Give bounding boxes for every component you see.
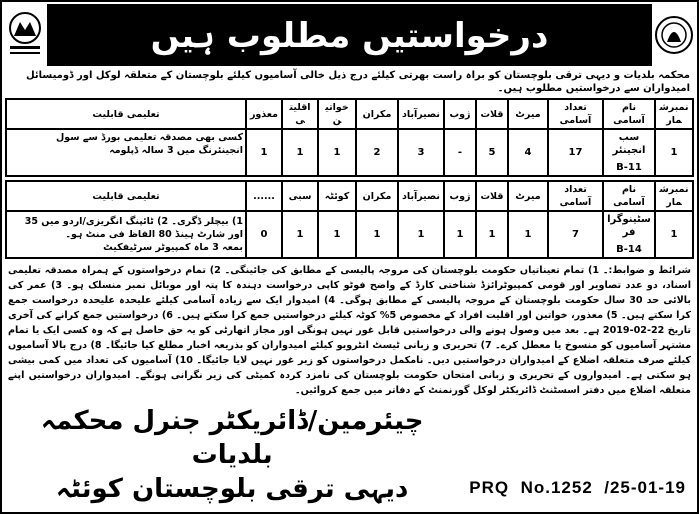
merit-cell: 1: [508, 211, 548, 258]
col-zhob: ژوب: [444, 99, 476, 129]
disabled-cell: 1: [246, 129, 282, 176]
col-total: تعداد آسامی: [548, 99, 603, 129]
col-merit: میرٹ: [508, 181, 548, 211]
makran-cell: 1: [356, 211, 398, 258]
col-total: تعداد آسامی: [548, 181, 603, 211]
issuer-department: دیہی ترقی بلوچستان کوئٹہ: [55, 474, 409, 504]
department-logo-icon: [5, 4, 45, 66]
col-makran: مکران: [356, 181, 398, 211]
vacancy-table-stenographer: [5, 180, 694, 259]
col-serial: نمبرشمار: [655, 99, 693, 129]
qualification-line-2: بمعہ 3 ماہ کمپیوٹر سرٹیفکیٹ: [103, 242, 243, 253]
col-quetta: کوئٹہ: [318, 181, 356, 211]
total-cell: 7: [548, 211, 603, 258]
col-serial: نمبرشمار: [655, 181, 693, 211]
nasirabad-cell: 3: [398, 129, 444, 176]
post-name: سٹینوگرافر: [607, 214, 651, 238]
table-row: [6, 211, 693, 258]
vacancy-table-sub-engineer: [5, 98, 694, 177]
col-nasirabad: نصیرآباد: [398, 181, 444, 211]
qualification-cell: [6, 211, 246, 258]
women-cell: 1: [318, 129, 356, 176]
prq-number: PRQ No.1252 /25-01-19: [469, 478, 686, 497]
post-scale: B-11: [616, 162, 642, 173]
zhob-cell: -: [444, 129, 476, 176]
quetta-cell: 1: [318, 211, 356, 258]
col-nasirabad: نصیرآباد: [398, 99, 444, 129]
serial-cell: 1: [655, 211, 693, 258]
post-scale: B-14: [616, 244, 642, 255]
makran-cell: 2: [356, 129, 398, 176]
other-cell: 0: [246, 211, 282, 258]
col-women: خواتین: [318, 99, 356, 129]
merit-cell: 4: [508, 129, 548, 176]
issuer-block: [5, 404, 459, 506]
qualification-cell: کسی بھی مصدقہ تعلیمی بورڈ سے سول انجینئرنگ میں 3 سالہ ڈپلومہ: [6, 129, 246, 176]
sibi-cell: 1: [282, 211, 318, 258]
total-cell: 17: [548, 129, 603, 176]
col-disabled: معذور: [246, 99, 282, 129]
col-post: نام آسامی: [603, 99, 655, 129]
issuer-title: چیئرمین/ڈائریکٹر جنرل محکمہ بلدیات: [40, 406, 424, 470]
post-name: سب انجینئر: [612, 132, 646, 156]
col-post: نام آسامی: [603, 181, 655, 211]
intro-text: محکمہ بلدیات و دیہی ترقی بلوچستان کو براہ راست بھرتی کیلئے درج ذیل خالی آسامیوں کیلئے بلوچستان کے متعلقہ لوکل اور ڈومیسائل امیدواران سے درخواستیں مطلوب ہیں۔: [25, 70, 690, 94]
col-merit: میرٹ: [508, 99, 548, 129]
government-seal-icon: [654, 4, 694, 66]
serial-cell: 1: [655, 129, 693, 176]
post-cell: [603, 129, 655, 176]
col-other: ......: [246, 181, 282, 211]
post-cell: [603, 211, 655, 258]
header: [5, 4, 694, 66]
nasirabad-cell: 1: [398, 211, 444, 258]
col-zhob: ژوب: [444, 181, 476, 211]
table-row: [6, 129, 693, 176]
kalat-cell: 5: [476, 129, 508, 176]
footer: [5, 404, 694, 506]
terms-and-conditions: شرائط و ضوابط:۔ 1) تمام تعیناتیاں حکومت بلوچستان کی مروجہ پالیسی کے مطابق کی جائینگی۔ 2) تمام درخواستوں کے ہمراہ مصدقہ تعلیمی اسناد، دو عدد تصاویر اور قومی کمپیوٹرائزڈ شناختی کارڈ کے واضح فوٹو کاپی درخواست دہندہ کا پتہ اور موبائل نمبر منسلک ہو۔ 3) عمر کی بالائی حد 30 سال حکومت بلوچستان کے مروجہ پالیسی کے مطابق ہوگی۔ 4) امیدوار ایک سے زیادہ آسامی کیلئے علیحدہ علیحدہ درخواست جمع کرا سکتے ہیں۔ 5) معذور، خواتین اور اقلیت افراد کے مخصوص 5% کوٹہ کیلئے درخواستیں جمع کرا سکتے ہیں۔ 6) درخواستیں جمع کرانے کی آخری تاریخ 22-02-2019 ہے۔ بعد میں وصول ہونے والی درخواستیں قابل غور نہیں ہونگی اور مجاز اتھارٹی کو یہ حق حاصل ہے کہ وہ کسی ایک یا تمام مشتہر آسامیوں کو منسوخ یا معطل کرے۔ 7) تحریری و زبانی ٹیسٹ انٹرویو کیلئے امیدواران کو بذریعہ اخبار مطلع کیا جائیگا۔ 8) درج بالا آسامیوں کیلئے صرف متعلقہ اضلاع کے امیدواران درخواستیں دیں۔ نامکمل درخواستوں کو زیر غور نہیں لایا جائیگا۔ 10) آسامیوں کی تعداد میں کمی بیشی ہو سکتی ہے۔ امیدواروں کے تحریری و زبانی امتحان حکومت بلوچستان کی نامزد کردہ کمیٹی کی زیر نگرانی ہونگے۔ امیدواران درخواستیں اپنے متعلقہ اضلاع میں دفتر اسسٹنٹ ڈائریکٹر لوکل گورنمنٹ کے دفاتر میں جمع کروائیں۔: [8, 265, 692, 396]
zhob-cell: 1: [444, 211, 476, 258]
col-kalat: قلات: [476, 99, 508, 129]
col-makran: مکران: [356, 99, 398, 129]
minority-cell: 1: [282, 129, 318, 176]
col-qualification: تعلیمی قابلیت: [6, 181, 246, 211]
col-kalat: قلات: [476, 181, 508, 211]
col-minority: اقلیتی: [282, 99, 318, 129]
qualification-line-1: 1) بیچلر ڈگری۔ 2) ٹائپنگ انگریزی/اردو میں 35 اور شارٹ ہینڈ 80 الفاظ فی منٹ ہو۔: [24, 216, 243, 240]
col-sibi: سبی: [282, 181, 318, 211]
col-qualification: تعلیمی قابلیت: [6, 99, 246, 129]
page-title: درخواستیں مطلوب ہیں: [47, 4, 652, 66]
kalat-cell: 1: [476, 211, 508, 258]
